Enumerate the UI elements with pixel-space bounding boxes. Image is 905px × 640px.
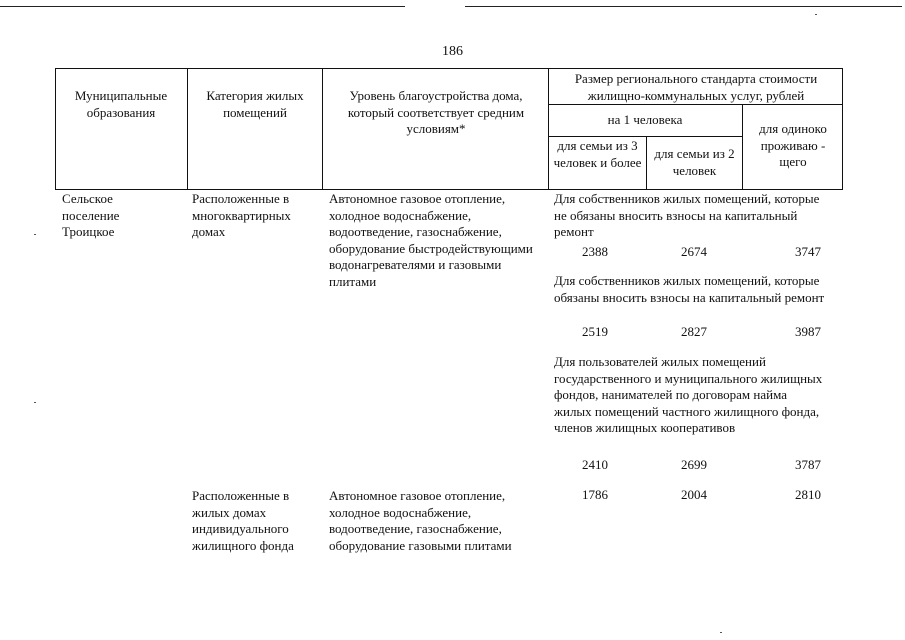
row1-category: Расположенные в многоквартирных домах [192,191,291,239]
table-border [187,68,188,189]
table-border [548,136,742,137]
row2-value-family3: 1786 [582,487,608,502]
row2-value-single: 2810 [795,487,821,502]
row2-level: Автономное газовое отопление, холодное водоснабжение, водоотведение, газоснабжение, оборудование газовыми плитами [329,488,512,553]
group1-label: Для собственников жилых помещений, которые не обязаны вносить взносы на капитальный ремонт [554,191,820,239]
header-level: Уровень благоустройства дома, который соответствует средним условиям* [347,88,525,136]
group2-label: Для собственников жилых помещений, которые обязаны вносить взносы на капитальный ремонт [554,273,825,305]
group2-value-family3: 2519 [582,324,608,339]
group1-value-family3: 2388 [582,244,608,259]
scan-speck [34,402,36,403]
group1-value-family2: 2674 [681,244,707,259]
municipality-name: Сельское поселение Троицкое [62,191,120,239]
header-per-person: на 1 человека [607,112,683,127]
group2-value-family2: 2827 [681,324,707,339]
table-border [646,136,647,189]
row2-value-family2: 2004 [681,487,707,502]
table-border [55,68,56,189]
table-border [548,68,549,189]
table-border [55,68,843,69]
group3-label: Для пользователей жилых помещений государственного и муниципального жилищных фондов, нанимателей по договорам найма жилых помещений частного жилищного фонда, членов жилищных кооперативов [554,354,823,435]
header-family2: для семьи из 2 человек [654,146,735,178]
group3-value-family2: 2699 [681,457,707,472]
header-family3: для семьи из 3 человек и более [553,138,642,170]
table-border [322,68,323,189]
table-border [742,104,743,189]
group3-value-family3: 2410 [582,457,608,472]
row2-category: Расположенные в жилых домах индивидуального жилищного фонда [192,488,294,553]
table-border [55,189,843,190]
group2-value-single: 3987 [795,324,821,339]
header-single: для одиноко проживаю - щего [759,121,827,169]
table-border [842,68,843,189]
group3-value-single: 3787 [795,457,821,472]
scan-edge-line [0,6,405,7]
header-municipality: Муниципальные образования [74,88,168,120]
scan-speck [815,14,817,15]
scan-speck [34,234,36,235]
table-border [548,104,842,105]
row1-level: Автономное газовое отопление, холодное водоснабжение, водоотведение, газоснабжение, оборудование быстродействующими водонагревателями и газовыми плитами [329,191,533,289]
scan-edge-line [465,6,902,7]
page-number: 186 [442,44,463,59]
scan-speck [720,632,722,633]
group1-value-single: 3747 [795,244,821,259]
header-category: Категория жилых помещений [206,88,304,120]
header-size-group: Размер регионального стандарта стоимости жилищно-коммунальных услуг, рублей [574,71,818,103]
